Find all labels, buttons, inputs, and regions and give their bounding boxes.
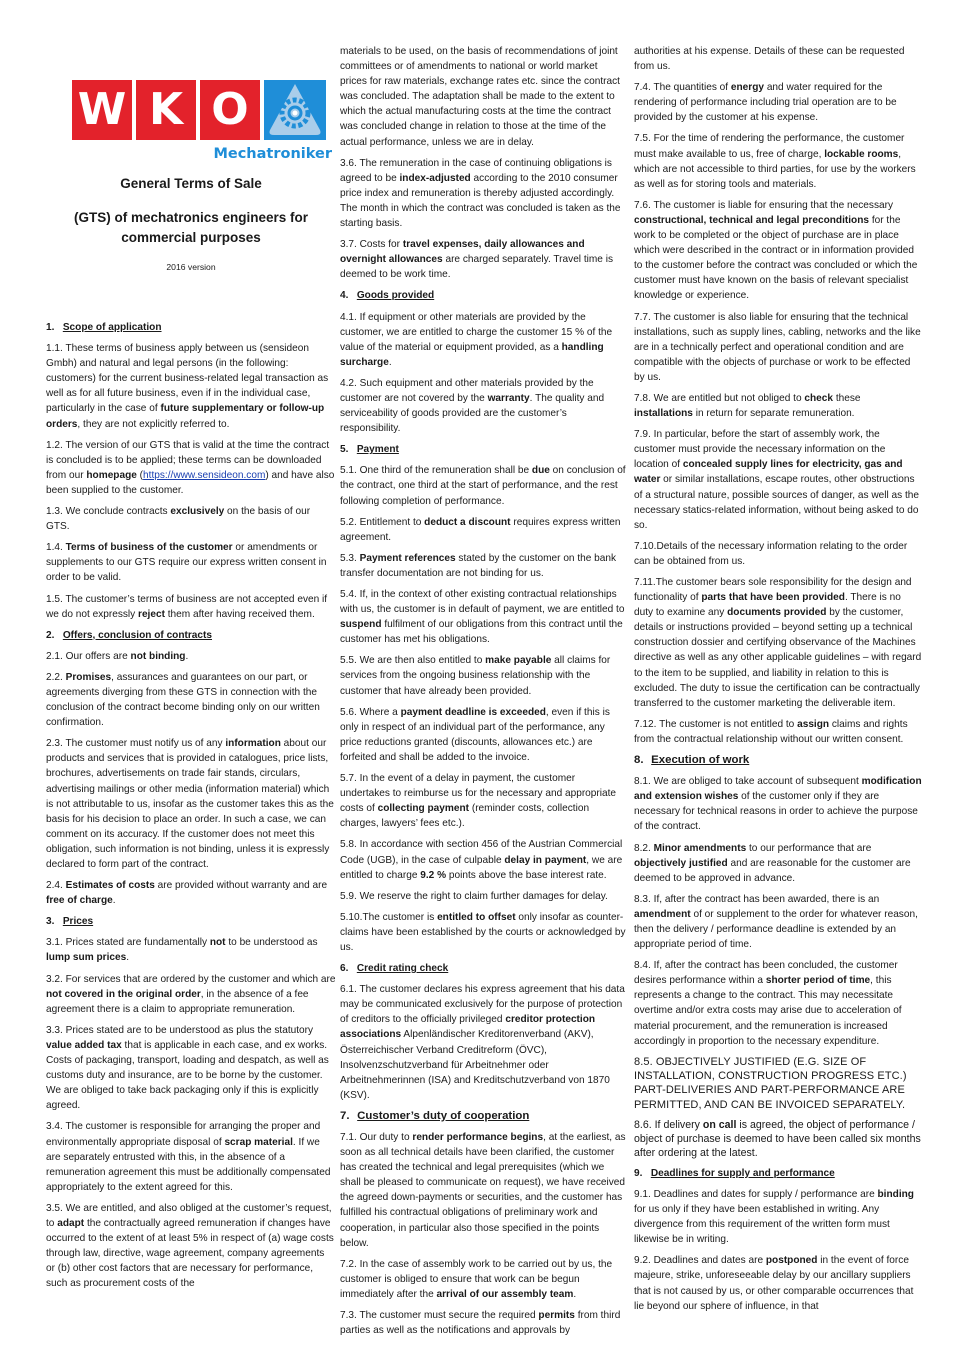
bold-term: arrival of our assembly team [436, 1288, 574, 1300]
bold-term: exclusively [170, 506, 225, 518]
clause-text: , even if this is only in respect of an individual part of the performance, any price reductions granted (discounts, allowances etc.) are forfeited and shall be added to the invoice. [340, 706, 610, 763]
bold-term: lump sum prices [46, 952, 127, 964]
bold-term: collecting payment [377, 803, 470, 815]
clause-paragraph [46, 1119, 336, 1194]
clause-paragraph [340, 587, 627, 647]
bold-term: deduct a discount [424, 516, 511, 528]
clause-text: . The quality and serviceability of goods provided are the customer’s responsibility. [340, 392, 605, 435]
bold-term: information [225, 738, 281, 750]
bold-term: not covered in the original order [46, 988, 201, 1000]
clause-paragraph [46, 670, 336, 730]
bold-term: energy [730, 82, 765, 94]
clause-paragraph [634, 310, 922, 385]
clause-text: the contractually agreed remuneration if changes have occurred to the extent of at least 5% in respect of (a) wage costs through law, directive, wage agreement, company agreements or (b) other cost factors that are necessary for performance, such as procurement costs of the [46, 1217, 334, 1290]
clause-text: 3.2. For services that are ordered by the customer and which are [46, 973, 336, 985]
bold-term: handling surcharge [340, 341, 604, 368]
clause-text: , at the earliest, as soon as all technical details have been clarified, the customer has created the technical and legal prerequisites (which we shall be pleased to communicate on request), we have received the agreed down-payments or securities, and the customer has fulfilled his contractual obligations of preliminary work and cooperation, in particular also those specified in the points below. [340, 1132, 626, 1249]
clause-text: , assurances and guarantees on our part, or agreements diverging from these GTS in connection with the conclusion of the contract become binding only on our written confirmation. [46, 671, 320, 729]
section-heading [340, 1109, 627, 1124]
clause-text: these [833, 392, 861, 404]
clause-text: 5.5. We are then also entitled to [340, 655, 486, 667]
bold-term: scrap material [224, 1136, 293, 1148]
bold-term: entitled to offset [437, 911, 516, 923]
clause-paragraph [46, 1201, 336, 1292]
clause-text: 5.9. We reserve the right to claim further damages for delay. [340, 890, 608, 902]
bold-term: amendment [634, 908, 691, 920]
clause-text: for the work to be completed or the object of purchase are in place which were described in the contract or in information provided to the customer before the contract was concluded or which the customer must have known on the basis of relevant specialist knowledge or experience. [634, 214, 918, 302]
bold-term: free of charge [46, 895, 113, 907]
bold-term: Minor amendments [653, 842, 747, 854]
clause-text: 8.3. If, after the contract has been awarded, there is an [634, 893, 880, 905]
clause-text: 2.3. The customer must notify us of any [46, 738, 226, 750]
clause-paragraph [634, 44, 922, 74]
clause-paragraph [634, 1055, 922, 1112]
section-number: 5. [340, 444, 349, 456]
section-number: 8. [634, 754, 644, 767]
clause-text: are charged separately. Travel time is deemed to be work time. [340, 254, 614, 281]
clause-text: (reminder costs, collection charges, lawyers’ fees etc.). [340, 803, 590, 830]
clause-text: are provided without warranty and are [154, 880, 328, 892]
logo-letter-k: K [136, 80, 196, 140]
bold-term: payment deadline is exceeded [400, 706, 546, 718]
clause-text: 5.8. In accordance with section 456 of the Austrian Commercial Code (UGB), in the case of culpable [340, 839, 623, 866]
section-number: 9. [634, 1167, 643, 1179]
clause-paragraph [634, 717, 922, 747]
clause-text: 5.7. In the event of a delay in payment, the customer undertakes to reimburse us for the necessary and appropriate costs of [340, 773, 617, 815]
clause-text: 7.5. For the time of rendering the performance, the customer must make available to us, free of charge, [634, 133, 905, 160]
clause-paragraph [340, 889, 627, 904]
clause-paragraph [340, 1130, 627, 1251]
clause-text: 7.4. The quantities of [634, 82, 731, 94]
clause-text: or amendments or supplements to our GTS require our express written consent in order to be valid. [46, 542, 327, 584]
clause-text: on conclusion of the contract, one third at the start of performance, and the rest following completion of performance. [340, 465, 626, 507]
clause-text: 9.1. Deadlines and dates for supply / performance are [634, 1189, 878, 1200]
clause-text: fulfilment of our obligations from this contract until the customer has met his obligations. [340, 619, 623, 646]
clause-text: to be understood as [225, 937, 318, 949]
clause-text: 3.1. Prices stated are fundamentally [46, 937, 210, 949]
bold-term: objectively justified [634, 857, 728, 869]
clause-text: that is applicable in each case, and ex works. Costs of packaging, transport, loading and despatch, as well as customs duty and insurance, are to be borne by the customer. We are obliged to take back packaging only if this is explicitly agreed. [46, 1039, 329, 1112]
bold-term: modification and extension wishes [634, 776, 922, 803]
clause-paragraph [340, 705, 627, 765]
clause-paragraph [340, 1308, 627, 1338]
bold-term: suspend [340, 619, 382, 631]
clause-text: about our products and services that is provided in catalogues, price lists, brochures, advertisements on trade fair stands, circulars, advertising mailings or other media (information material) which is not attributable to us, insofar as the customer takes this as the basis for his decision to place an order. In such a case, we can comment on its accuracy. If the customer does not meet this obligation, such information is not binding, unless it is expressly declared to form part of the contract. [46, 738, 334, 870]
bold-term: permits [538, 1310, 575, 1322]
homepage-link[interactable]: https://www.sensideon.com [143, 469, 266, 481]
bold-term: not [209, 937, 226, 949]
section-number: 4. [340, 290, 349, 302]
gear-emblem-icon [264, 80, 326, 140]
clause-text: 1.3. We conclude contracts [46, 506, 171, 518]
bold-term: index-adjusted [399, 172, 471, 184]
clause-text: 1.4. [46, 542, 66, 554]
clause-paragraph [340, 982, 627, 1103]
clause-text: 5.6. Where a [340, 706, 401, 718]
bold-term: Terms of business of the customer [65, 542, 233, 554]
clause-paragraph [340, 653, 627, 698]
section-title: Prices [62, 916, 94, 928]
clause-text: 8.2. [634, 842, 654, 854]
bold-term: warranty [487, 392, 530, 404]
clause-text: . There is no duty to examine any [634, 592, 901, 619]
clause-paragraph [634, 841, 922, 886]
clause-text: , in the absence of a fee agreement there is a claim to appropriate remuneration. [46, 988, 309, 1015]
clause-text: , they are not explicitly referred to. [77, 418, 230, 430]
clause-paragraph [634, 1253, 922, 1313]
clause-text: or similar installations, escape routes, other obstructions of a structural nature, possible sources of danger, as well as the necessary statics-related information, without being asked to do so. [634, 474, 920, 531]
clause-paragraph [46, 540, 336, 585]
clause-paragraph [634, 427, 922, 533]
clause-text: 3.6. The remuneration in the case of continuing obligations is agreed to be [340, 157, 612, 184]
clause-text: 5.4. If, in the context of other existing contractual relationships with us, the customer is in default of payment, we are entitled to [340, 589, 625, 616]
clause-text: claims and rights from the contractual relationship without our written consent. [634, 718, 908, 745]
clause-text: stated by the customer on the bank transfer documentation are not binding for us. [340, 552, 617, 579]
clause-paragraph [340, 44, 627, 150]
clause-text: 3.7. Costs for [340, 239, 403, 251]
clause-text: 8.1. We are obliged to take account of subsequent [634, 776, 862, 788]
section-title: Offers, conclusion of contracts [62, 629, 213, 641]
section-heading [46, 320, 336, 335]
logo-letter-w: W [72, 80, 132, 140]
clause-text: 8.6. If delivery [634, 1118, 703, 1131]
bold-term: on call [702, 1118, 737, 1131]
clause-text: and water required for the rendering of performance including trial operation are to be provided by the customer at his expense. [634, 82, 897, 124]
clause-paragraph [46, 935, 336, 965]
bold-term: constructional, technical and legal preconditions [634, 214, 870, 226]
bold-term: value added tax [46, 1039, 122, 1051]
clause-text: 4.2. Such equipment and other materials provided by the customer are not covered by the [340, 377, 594, 404]
wko-mechatroniker-logo [72, 80, 332, 170]
bold-term: 9.2 % [420, 869, 447, 881]
clause-text: 5.3. [340, 552, 360, 564]
bold-term: binding [877, 1189, 914, 1200]
clause-paragraph [46, 504, 336, 534]
clause-text: 2.4. [46, 880, 66, 892]
clause-text: and are reasonable for the customer are deemed to be approved in advance. [634, 857, 911, 884]
clause-text: ( [136, 469, 144, 481]
clause-paragraph [634, 1187, 922, 1247]
clause-text: 2.2. [46, 671, 66, 683]
clause-text: 7.6. The customer is liable for ensuring that the necessary [634, 199, 894, 211]
bold-term: render performance begins [412, 1132, 544, 1143]
section-title: Execution of work [651, 754, 750, 767]
logo-subtitle: Mechatroniker [213, 146, 332, 162]
clause-paragraph [340, 310, 627, 370]
clause-text: . [573, 1288, 577, 1300]
clause-paragraph [340, 837, 627, 882]
clause-text: 5.10.The customer is [340, 911, 438, 923]
bold-term: future supplementary or follow-up orders [46, 403, 325, 430]
bold-term: assign [797, 718, 830, 730]
bold-term: Promises [65, 671, 112, 683]
column-3 [634, 44, 922, 1320]
clause-paragraph [634, 80, 922, 125]
bold-term: homepage [86, 469, 137, 481]
section-title: Scope of application [62, 322, 162, 333]
clause-text: 1.5. The customer’s terms of business are not accepted even if we do not expressly [46, 593, 328, 620]
clause-text: 3.4. The customer is responsible for arranging the proper and environmentally appropriate disposal of [46, 1121, 321, 1148]
clause-text: 7.8. We are entitled but not obliged to [634, 392, 805, 404]
clause-text: . [388, 356, 392, 368]
clause-text: 5.1. One third of the remuneration shall be [340, 465, 532, 477]
clause-text: requires express written agreement. [340, 516, 621, 543]
bold-term: due [531, 465, 550, 477]
clause-text: of the customer only if they are necessary for technical reasons in order to achieve the purpose of the contract. [634, 791, 918, 833]
clause-text: according to the 2010 consumer price index and remuneration is thereby adjusted accordingly. The month in which the contract was concluded is taken as the starting basis. [340, 172, 621, 230]
clause-paragraph [340, 156, 627, 231]
clause-text: for us only if they have been established in writing. Any divergence from this requirement of the written form must likewise be in writing. [634, 1204, 890, 1246]
clause-paragraph [340, 515, 627, 545]
clause-text: 7.1. Our duty to [340, 1132, 413, 1143]
clause-paragraph [46, 972, 336, 1017]
column-1 [46, 320, 336, 1297]
clause-paragraph [634, 1118, 922, 1160]
section-heading [46, 914, 336, 929]
clause-text: 3.5. We are entitled, and also obliged at the customer’s request, to [46, 1202, 332, 1229]
clause-text: ) and have also been supplied to the customer. [46, 469, 335, 496]
clause-paragraph [340, 551, 627, 581]
clause-paragraph [634, 198, 922, 304]
clause-text: 6.1. The customer declares his express agreement that his data may be communicated exclusively for the purpose of protection of creditors to the officially privileged [340, 984, 625, 1026]
clause-text: 8.5. OBJECTIVELY JUSTIFIED (E.G. SIZE OF INSTALLATION, CONSTRUCTION PROGRESS ETC.) PART-DELIVERIES AND PART-PERFORMANCE ARE PERMITTED, AND CAN BE INVOICED SEPARATELY. [634, 1055, 907, 1111]
clause-paragraph [46, 438, 336, 498]
clause-paragraph [634, 539, 922, 569]
clause-paragraph [340, 463, 627, 508]
clause-text: , which are not accessible to third parties, for use by the workers as well as for storing tools and materials. [634, 148, 916, 190]
section-title: Customer’s duty of cooperation [357, 1109, 530, 1122]
clause-text: from third parties as well as the notifications and approvals by [340, 1310, 621, 1337]
bold-term: travel expenses, daily allowances and overnight allowances [340, 239, 585, 266]
bold-term: lockable rooms [824, 148, 899, 160]
bold-term: check [804, 392, 834, 404]
clause-paragraph [340, 1257, 627, 1302]
clause-text: Alpenländischer Kreditorenverband (AKV), Österreichischer Verband Creditreform (ÖVC), Insolvenzschutzverband für Arbeitnehmer oder Arbeitnehmerinnen (ISA) and Kreditschutzverband von 1870 (KSV). [340, 1029, 610, 1101]
section-number: 3. [46, 916, 55, 928]
bold-term: reject [138, 608, 165, 620]
bold-term: Payment references [359, 552, 456, 564]
clause-text: 7.9. In particular, before the start of assembly work, the customer must provide the necessary information on the location of [634, 429, 886, 471]
clause-text: 5.2. Entitlement to [340, 516, 425, 528]
clause-text: 9.2. Deadlines and dates are [634, 1255, 766, 1267]
bold-term: delay in payment [504, 854, 587, 866]
clause-paragraph [634, 892, 922, 952]
bold-term: parts that have been provided [701, 592, 845, 604]
document-subtitle: (GTS) of mechatronics engineers for commercial purposes [73, 210, 309, 245]
clause-paragraph [46, 649, 336, 664]
clause-paragraph [46, 1023, 336, 1114]
section-heading [340, 442, 627, 457]
clause-paragraph [634, 131, 922, 191]
clause-text: . [126, 952, 130, 964]
clause-paragraph [634, 774, 922, 834]
section-title: Goods provided [356, 290, 435, 302]
clause-text: 7.2. In the case of assembly work to be carried out by us, the customer is obliged to ensure that work can be begun immediately after the [340, 1258, 613, 1300]
clause-text: 3.3. Prices stated are to be understood as plus the statutory [46, 1024, 314, 1036]
section-heading [340, 288, 627, 303]
section-number: 6. [340, 963, 349, 975]
clause-text: only insofar as counter-claims have been established by the courts or acknowledged by us. [340, 911, 626, 953]
section-heading [634, 1166, 922, 1181]
clause-text: points above the base interest rate. [446, 869, 607, 881]
column-2 [340, 44, 627, 1344]
clause-text: 4.1. If equipment or other materials are provided by the customer, we are entitled to charge the customer 15 % of the value of the material or equipment provided, as a [340, 311, 613, 353]
clause-paragraph [634, 575, 922, 711]
section-heading [634, 753, 922, 768]
clause-text: . [112, 895, 116, 907]
clause-paragraph [340, 771, 627, 831]
bold-term: installations [634, 408, 693, 420]
bold-term: documents provided [727, 607, 827, 619]
section-number: 1. [46, 322, 55, 333]
section-title: Payment [356, 444, 399, 456]
clause-text: , we are entitled to charge [340, 854, 623, 881]
clause-text: in the event of force majeure, strike, unforeseeable delay by our ancillary suppliers that is not caused by us, or other comparable occurrences that lie beyond our sphere of influence, in that [634, 1255, 914, 1312]
clause-text: them after having received them. [164, 608, 315, 620]
clause-text: . If we are separately entrusted with this, in the absence of a remuneration agreement this must be additionally compensated appropriately to the extent agreed for this. [46, 1136, 331, 1193]
clause-text: is agreed, the object of performance / object of purchase is deemed to have been called six months after ordering at the latest. [634, 1118, 921, 1159]
clause-text: in return for separate remuneration. [692, 408, 855, 420]
clause-text: 8.4. If, after the contract has been concluded, the customer desires performance within a [634, 960, 898, 987]
bold-term: postponed [765, 1255, 818, 1267]
clause-paragraph [46, 736, 336, 872]
clause-paragraph [634, 391, 922, 421]
clause-text: 2.1. Our offers are [46, 650, 131, 662]
bold-term: adapt [57, 1217, 85, 1229]
clause-paragraph [634, 958, 922, 1049]
clause-text: on the basis of our GTS. [46, 506, 311, 533]
clause-paragraph [46, 878, 336, 908]
section-number: 7. [340, 1109, 350, 1122]
clause-paragraph [340, 237, 627, 282]
clause-text: all claims for services from the ongoing business relationship with the customer that have already been provided. [340, 655, 611, 697]
bold-term: concealed supply lines for electricity, gas and water [634, 459, 903, 486]
clause-text: of or supplement to the order for whatever reason, then the delivery / performance deadline is extended by an appropriate period of time. [634, 908, 918, 951]
clause-paragraph [46, 341, 336, 432]
clause-text: to our performance that are [746, 842, 872, 854]
bold-term: make payable [485, 655, 552, 667]
clause-paragraph [46, 592, 336, 622]
clause-paragraph [340, 910, 627, 955]
section-title: Deadlines for supply and performance [650, 1167, 835, 1179]
clause-text: 7.10.Details of the necessary information relating to the order can be obtained from us. [634, 540, 908, 567]
bold-term: creditor protection associations [340, 1014, 596, 1041]
clause-text: by the customer, details or instructions provided – beyond setting up a technical construction dossier and certifying observance of the Machines directive as well as any other applicable guidelines – with regard to the item to be supplied, and liability in relation to this is excluded. The duty to issue the certification can be contractually transferred to the customer marketing the deliverable item. [634, 607, 922, 709]
document-version: 2016 version [166, 262, 216, 272]
clause-text: 7.11.The customer bears sole responsibility for the design and functionality of [634, 577, 912, 604]
clause-text: , this represents a change to the contract. This may necessitate overtime and/or extra costs may arise due to acceleration of material procurement, and the remuneration is increased accordingly in proportion to the necessary expenditure. [634, 975, 902, 1047]
document-title: General Terms of Sale [120, 176, 262, 191]
section-heading [46, 628, 336, 643]
clause-text: materials to be used, on the basis of recommendations of joint committees or of amendments to national or world market prices for raw materials, exchange rates etc. since the contract was concluded. The adaptation shall be made to the extent to which the actual manufacturing costs at the time the contract was concluded change in relation to those at the time of the actual performance, unless we are in delay. [340, 46, 620, 148]
clause-text: . [185, 650, 189, 662]
clause-text: 1.2. The version of our GTS that is valid at the time the contract is concluded is to be applied; these terms can be downloaded from our [46, 439, 330, 481]
section-title: Credit rating check [356, 963, 449, 975]
clause-text: 7.7. The customer is also liable for ensuring that the technical installations, such as supply lines, cabling, networks and the like are in a technically perfect and operational condition and are compatible with the objects of purchase or work to be effected by us. [634, 311, 921, 383]
clause-paragraph [340, 376, 627, 436]
clause-text: 1.1. These terms of business apply between us (sensideon Gmbh) and natural and legal persons (in the following: customers) for the current business-related legal transaction as well as for all future business, even if in the individual case, particularly in the case of [46, 343, 329, 415]
logo-letter-o: O [200, 80, 260, 140]
bold-term: Estimates of costs [65, 880, 155, 892]
section-heading [340, 961, 627, 976]
section-number: 2. [46, 629, 55, 641]
bold-term: not binding [130, 650, 186, 662]
bold-term: shorter period of time [765, 975, 871, 987]
clause-text: 7.3. The customer must secure the required [340, 1310, 539, 1322]
clause-text: authorities at his expense. Details of these can be requested from us. [634, 46, 905, 73]
clause-text: 7.12. The customer is not entitled to [634, 718, 798, 730]
